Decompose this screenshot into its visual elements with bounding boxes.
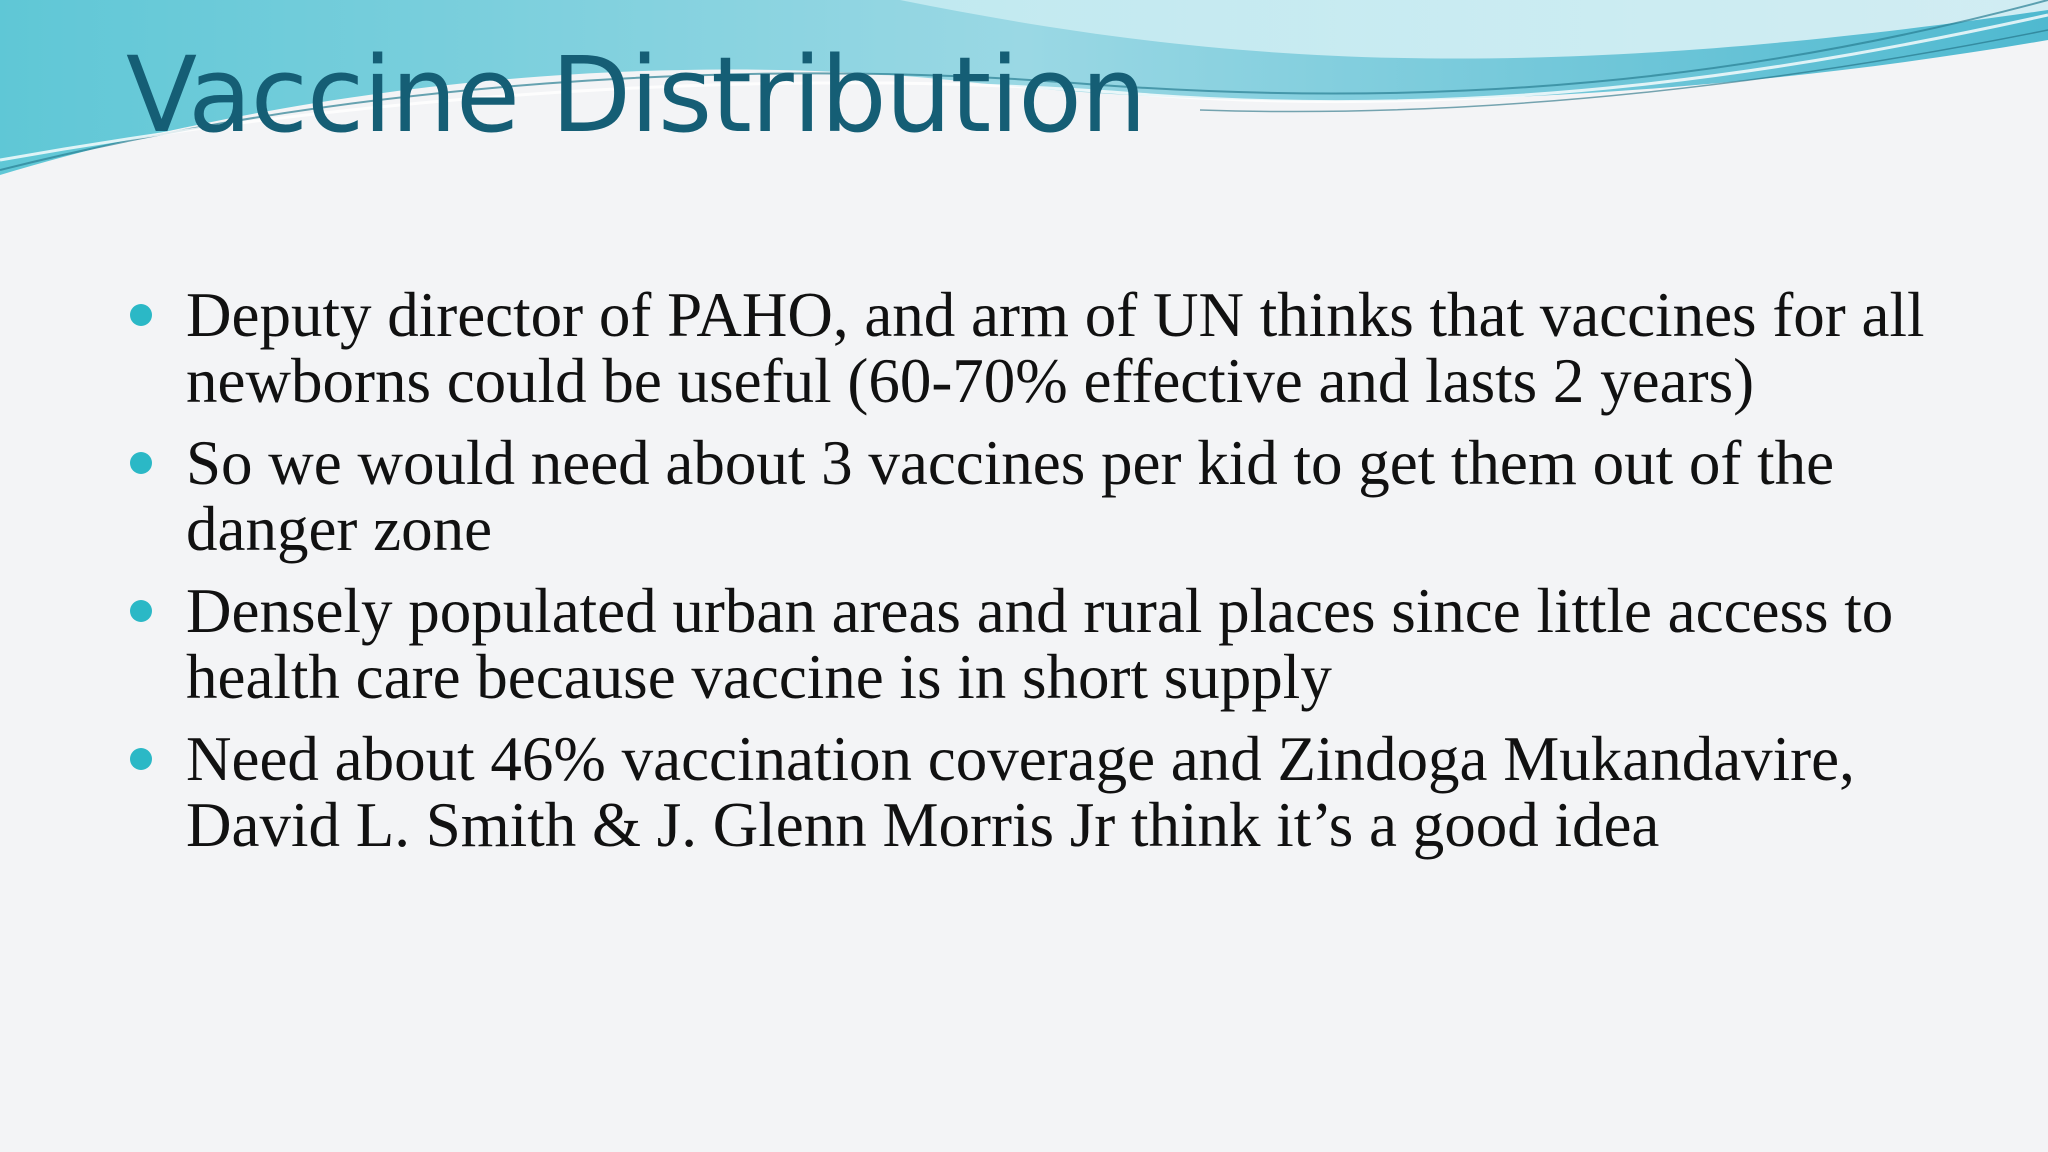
bullet-text: Densely populated urban areas and rural places since little access to health care because vaccine is in short supply [186,576,1894,712]
bullet-item [126,282,1926,414]
bullet-text: So we would need about 3 vaccines per kid to get them out of the danger zone [186,428,1835,564]
bullet-item [126,726,1926,858]
bullet-text: Need about 46% vaccination coverage and Zindoga Mukandavire, David L. Smith & J. Glenn Morris Jr think it’s a good idea [186,724,1855,860]
bullet-dot-icon [130,748,152,770]
bullet-dot-icon [130,452,152,474]
bullet-dot-icon [130,304,152,326]
bullet-dot-icon [130,600,152,622]
bullet-list [126,282,1926,874]
slide-title: Vaccine Distribution [126,34,1146,156]
bullet-item [126,430,1926,562]
bullet-text: Deputy director of PAHO, and arm of UN thinks that vaccines for all newborns could be useful (60-70% effective and lasts 2 years) [186,280,1925,416]
bullet-item [126,578,1926,710]
